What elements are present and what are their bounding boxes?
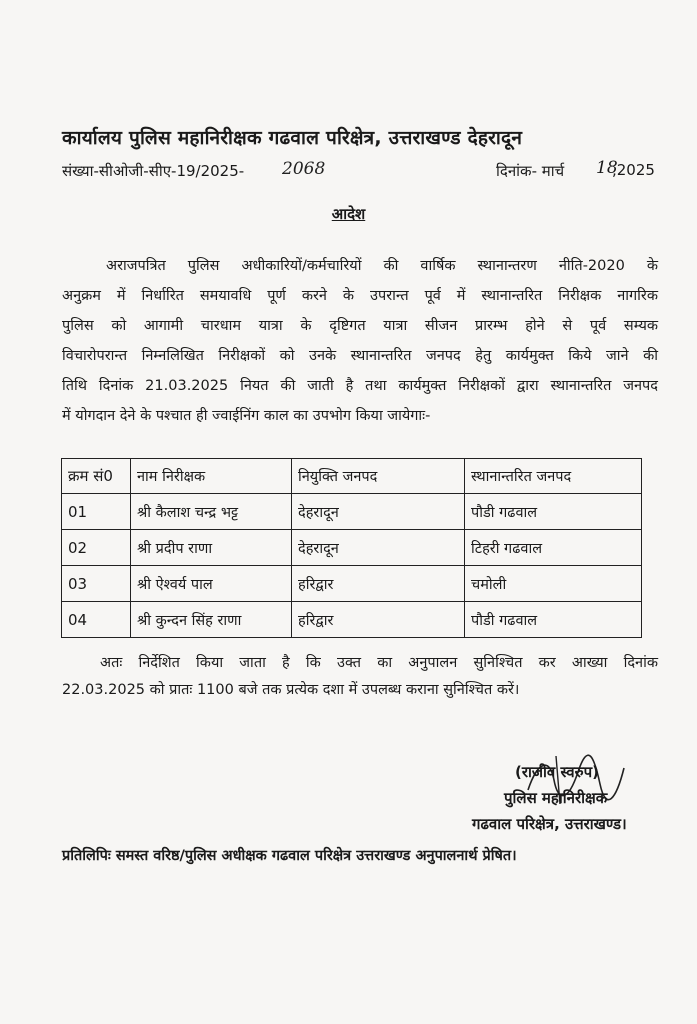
copy-to-line: प्रतिलिपिः समस्त वरिष्ठ/पुलिस अधीक्षक गढवाल परिक्षेत्र उत्तराखण्ड अनुपालनार्थ प्रेषित। bbox=[62, 848, 517, 864]
cell-posted-district: देहरादून bbox=[292, 494, 465, 530]
cell-serial: 02 bbox=[62, 530, 131, 566]
reference-number-label: संख्या-सीओजी-सीए-19/2025- bbox=[62, 162, 245, 180]
cell-transferred-district: पौडी गढवाल bbox=[465, 602, 642, 638]
cell-name: श्री कुन्दन सिंह राणा bbox=[131, 602, 292, 638]
header-posted-district: नियुक्ति जनपद bbox=[292, 459, 465, 494]
cell-transferred-district: चमोली bbox=[465, 566, 642, 602]
cell-serial: 03 bbox=[62, 566, 131, 602]
closing-instruction bbox=[62, 650, 658, 704]
date-year: ,2025 bbox=[612, 161, 655, 179]
order-body bbox=[62, 251, 658, 431]
cell-serial: 04 bbox=[62, 602, 131, 638]
body-line: अनुक्रम में निर्धारित समयावधि पूर्ण करने के उपरान्त पूर्व में स्थानान्तरित निरीक्षक नागरिक bbox=[62, 288, 658, 304]
table-row bbox=[62, 566, 642, 602]
closing-line: अतः निर्देशित किया जाता है कि उक्त का अनुपालन सुनिश्चित कर आख्या दिनांक bbox=[100, 655, 658, 671]
body-line: में योगदान देने के पश्चात ही ज्वाईनिंग काल का उपभोग किया जायेगाः- bbox=[62, 408, 431, 424]
table-row bbox=[62, 602, 642, 638]
cell-name: श्री ऐश्वर्य पाल bbox=[131, 566, 292, 602]
body-line: तिथि दिनांक 21.03.2025 नियत की जाती है तथा कार्यमुक्त निरीक्षकों द्वारा स्थानान्तरित जनपद bbox=[62, 378, 658, 394]
body-line: अराजपत्रित पुलिस अधीकारियों/कर्मचारियों की वार्षिक स्थानान्तरण नीति-2020 के bbox=[106, 258, 658, 274]
closing-line: 22.03.2025 को प्रातः 1100 बजे तक प्रत्येक दशा में उपलब्ध कराना सुनिश्चित करें। bbox=[62, 682, 520, 698]
signatory-designation: पुलिस महानिरीक्षक bbox=[504, 789, 608, 807]
body-line: विचारोपरान्त निम्नलिखित निरीक्षकों को उनके स्थानान्तरित जनपद हेतु कार्यमुक्त किये जाने की bbox=[62, 348, 658, 364]
body-line: पुलिस को आगामी चारधाम यात्रा के दृष्टिगत यात्रा सीजन प्रारम्भ होने से पूर्व सम्यक bbox=[62, 318, 658, 334]
reference-number-handwritten: 2068 bbox=[282, 159, 326, 179]
cell-transferred-district: टिहरी गढवाल bbox=[465, 530, 642, 566]
cell-name: श्री प्रदीप राणा bbox=[131, 530, 292, 566]
office-title: कार्यालय पुलिस महानिरीक्षक गढवाल परिक्षेत्र, उत्तराखण्ड देहरादून bbox=[62, 127, 523, 149]
cell-posted-district: देहरादून bbox=[292, 530, 465, 566]
header-transferred-district: स्थानान्तरित जनपद bbox=[465, 459, 642, 494]
signatory-office: गढवाल परिक्षेत्र, उत्तराखण्ड। bbox=[472, 815, 627, 833]
table-header-row bbox=[62, 459, 642, 494]
date-day-handwritten: 18 bbox=[596, 158, 618, 178]
header-name: नाम निरीक्षक bbox=[131, 459, 292, 494]
table-row bbox=[62, 530, 642, 566]
inspector-transfer-table bbox=[61, 458, 642, 638]
cell-transferred-district: पौडी गढवाल bbox=[465, 494, 642, 530]
cell-posted-district: हरिद्वार bbox=[292, 566, 465, 602]
signatory-name: (राजीव स्वरुप) bbox=[515, 763, 599, 781]
header-serial: क्रम सं0 bbox=[62, 459, 131, 494]
cell-name: श्री कैलाश चन्द्र भट्ट bbox=[131, 494, 292, 530]
cell-posted-district: हरिद्वार bbox=[292, 602, 465, 638]
date-label: दिनांक- मार्च bbox=[496, 162, 565, 180]
cell-serial: 01 bbox=[62, 494, 131, 530]
table-row bbox=[62, 494, 642, 530]
order-heading: आदेश bbox=[331, 205, 366, 223]
